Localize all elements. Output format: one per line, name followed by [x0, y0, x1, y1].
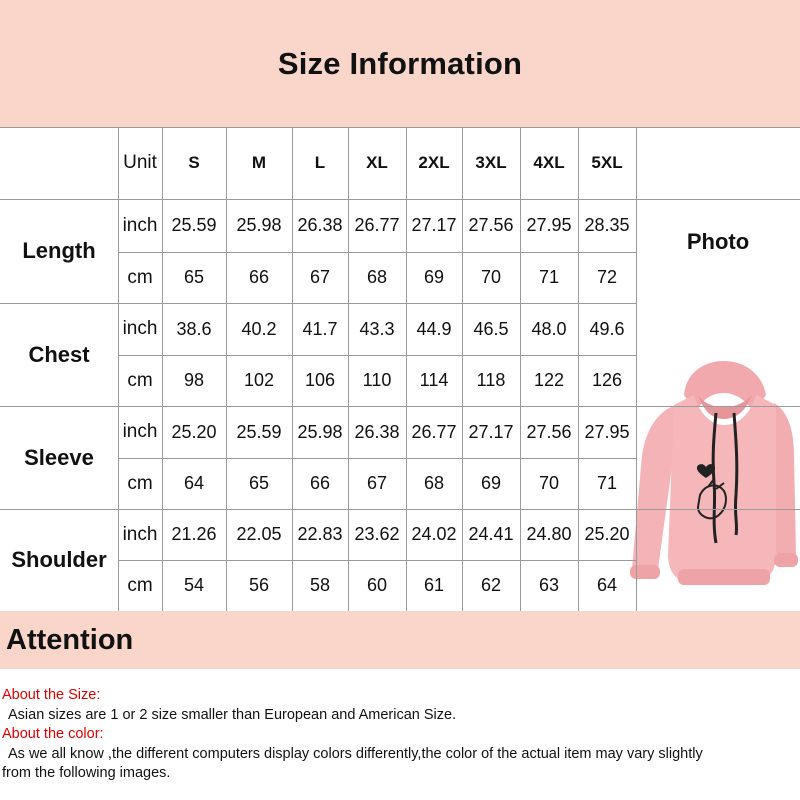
table-cell: 63	[538, 575, 560, 595]
table-cell: 65	[248, 473, 270, 493]
table-cell: 43.3	[359, 318, 395, 339]
table-cell: 28.35	[584, 215, 630, 235]
table-cell: 64	[596, 575, 618, 595]
table-cell: 25.98	[297, 421, 343, 442]
table-cell: 22.83	[297, 524, 343, 544]
table-cell: 114	[419, 370, 449, 390]
table-cell: 66	[309, 473, 331, 493]
color-note-text-continued: from the following images.	[2, 765, 171, 781]
table-cell: 118	[476, 370, 506, 390]
table-cell: 27.17	[468, 421, 514, 442]
unit-cm: cm	[127, 369, 153, 391]
table-cell: 65	[183, 267, 205, 287]
table-cell: 68	[366, 267, 388, 287]
table-cell: 61	[423, 575, 445, 595]
table-cell: 58	[309, 575, 331, 595]
table-cell: 122	[533, 370, 565, 390]
table-cell: 67	[366, 473, 388, 493]
unit-cm: cm	[127, 472, 153, 494]
table-cell: 24.80	[526, 524, 572, 544]
size-header-2xl: 2XL	[418, 153, 450, 172]
size-header-4xl: 4XL	[533, 153, 565, 172]
table-cell: 110	[362, 370, 392, 390]
table-cell: 26.38	[297, 215, 343, 235]
table-cell: 25.98	[236, 215, 282, 235]
title-banner	[0, 0, 800, 127]
unit-inch: inch	[122, 214, 158, 236]
size-note-text: Asian sizes are 1 or 2 size smaller than European and American Size.	[8, 706, 457, 723]
table-cell: 69	[480, 473, 502, 493]
size-header-m: M	[251, 153, 267, 172]
table-cell: 25.20	[584, 524, 630, 544]
unit-cm: cm	[127, 574, 153, 596]
photo-label: Photo	[686, 229, 750, 254]
table-cell: 26.38	[354, 421, 400, 442]
table-cell: 98	[183, 370, 205, 390]
table-cell: 68	[423, 473, 445, 493]
table-cell: 106	[304, 370, 336, 390]
table-cell: 46.5	[473, 318, 509, 339]
table-cell: 72	[596, 267, 618, 287]
unit-header: Unit	[123, 152, 157, 173]
table-cell: 26.77	[354, 215, 400, 235]
measure-label-chest: Chest	[28, 341, 90, 367]
table-cell: 70	[480, 267, 502, 287]
table-cell: 62	[480, 575, 502, 595]
size-table	[0, 127, 800, 611]
attention-heading: Attention	[6, 623, 134, 656]
table-cell: 49.6	[589, 318, 625, 339]
attention-banner	[0, 611, 800, 669]
unit-inch: inch	[122, 421, 158, 442]
table-cell: 67	[309, 267, 331, 287]
table-cell: 102	[243, 370, 275, 390]
table-cell: 27.95	[584, 421, 630, 442]
color-note-title: About the color:	[2, 726, 104, 742]
size-header-xl: XL	[366, 153, 388, 172]
size-header-5xl: 5XL	[591, 153, 623, 172]
unit-inch: inch	[122, 318, 158, 339]
table-cell: 38.6	[176, 318, 212, 339]
table-cell: 25.59	[171, 215, 217, 235]
table-cell: 48.0	[531, 318, 567, 339]
table-cell: 56	[248, 575, 270, 595]
table-cell: 25.59	[236, 421, 282, 442]
measure-label-shoulder: Shoulder	[11, 547, 107, 572]
table-cell: 60	[366, 575, 388, 595]
table-cell: 21.26	[171, 524, 217, 544]
measure-label-length: Length	[22, 238, 96, 263]
table-cell: 24.41	[468, 524, 514, 544]
table-cell: 44.9	[416, 318, 452, 339]
notes-section	[0, 686, 800, 784]
table-cell: 27.56	[468, 215, 514, 235]
unit-inch: inch	[122, 523, 158, 545]
table-cell: 27.95	[526, 215, 572, 235]
size-note-title: About the Size:	[2, 687, 101, 703]
size-header-l: L	[314, 153, 326, 172]
table-cell: 71	[596, 473, 618, 493]
table-cell: 41.7	[302, 318, 338, 339]
table-cell: 70	[538, 473, 560, 493]
table-gridline	[636, 127, 637, 611]
table-cell: 24.02	[411, 524, 457, 544]
table-cell: 64	[183, 473, 205, 493]
table-cell: 27.56	[526, 421, 572, 442]
hoodie-photo	[628, 355, 800, 611]
unit-cm: cm	[127, 266, 153, 288]
table-cell: 126	[591, 370, 623, 390]
table-cell: 66	[248, 267, 270, 287]
page-title: Size Information	[277, 45, 523, 81]
size-header-3xl: 3XL	[475, 153, 507, 172]
table-cell: 25.20	[171, 421, 217, 442]
table-cell: 23.62	[354, 524, 400, 544]
measure-label-sleeve: Sleeve	[24, 444, 94, 470]
table-cell: 22.05	[236, 524, 282, 544]
table-cell: 69	[423, 267, 445, 287]
table-cell: 26.77	[411, 421, 457, 442]
table-cell: 40.2	[241, 318, 277, 339]
size-header-s: S	[188, 153, 200, 172]
table-cell: 71	[538, 267, 560, 287]
table-cell: 27.17	[411, 215, 457, 235]
color-note-text: As we all know ,the different computers display colors differently,the color of the actual item may vary slightly	[8, 745, 703, 762]
table-cell: 54	[183, 575, 205, 595]
